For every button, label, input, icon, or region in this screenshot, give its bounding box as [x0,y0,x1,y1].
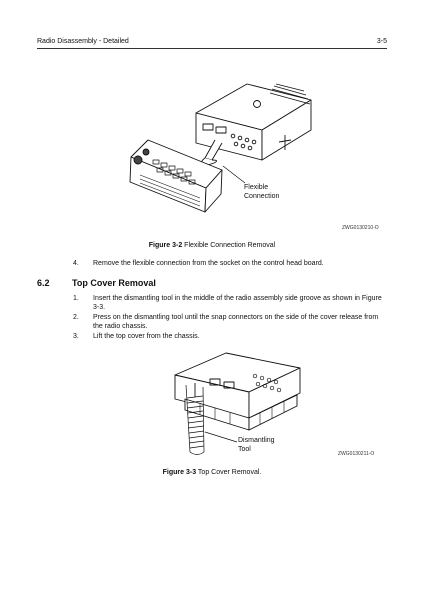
figure-id-1: ZWG0130210-O [342,225,379,231]
figure-caption-2-number: Figure 3-3 [162,469,197,476]
running-header-title: Radio Disassembly - Detailed [37,38,129,45]
step-4-text: Remove the flexible connection from the socket on the control head board. [93,260,324,267]
figure-caption-2-text: Top Cover Removal. [197,469,262,476]
step-1-text: Insert the dismantling tool in the middle of the radio assembly side groove as shown in Figure 3-3. [93,295,382,311]
flexible-connection-callout: Flexible Connection [244,184,280,200]
step-4-number: 4. [73,260,79,267]
step-2-number: 2. [73,314,79,321]
step-2-text: Press on the dismantling tool until the snap connectors on the side of the cover release from the radio chassis. [93,314,379,330]
page-number: 3-5 [376,38,387,45]
section-title: Top Cover Removal [72,278,156,288]
section-number: 6.2 [37,278,50,288]
figure-caption-2 [0,469,424,476]
step-1-number: 1. [73,295,79,302]
dismantling-tool-callout: Dismantling Tool [238,437,275,453]
figure-id-2: ZWG0130211-O [338,451,375,457]
step-3-text: Lift the top cover from the chassis. [93,333,200,340]
step-3-number: 3. [73,333,79,340]
figure-caption-1-text: Flexible Connection Removal [184,242,276,249]
figure-caption-1-number: Figure 3-2 [148,242,183,249]
